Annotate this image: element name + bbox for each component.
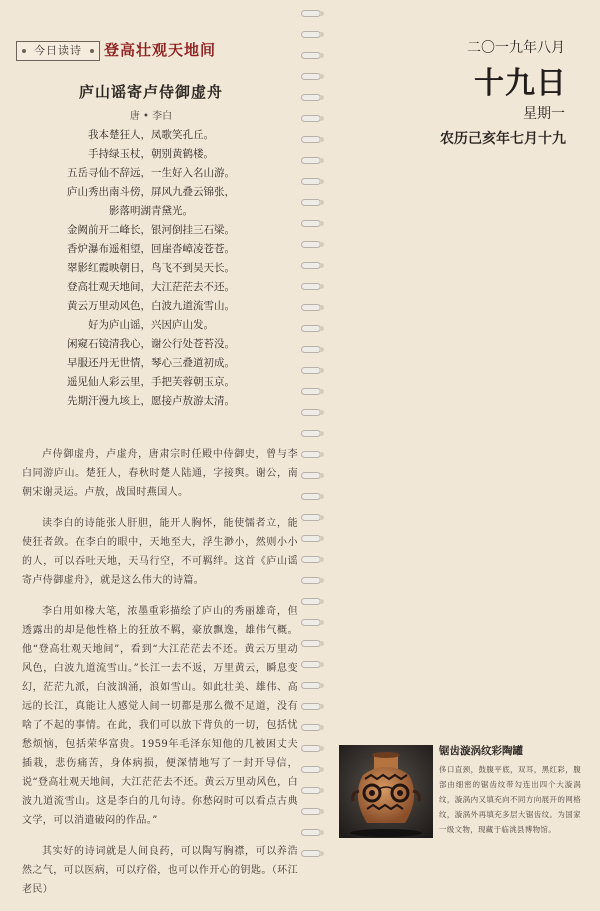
binding-ring-icon bbox=[299, 302, 325, 312]
date-year-month: 二〇一九年八月 bbox=[467, 40, 565, 56]
commentary-paragraph: 李白用如椽大笔，浓墨重彩描绘了庐山的秀丽雄奇，但透露出的却是他性格上的狂放不羁，豪放飘逸，雄伟气概。他“登高壮观天地间”，看到“大江茫茫去不还。黄云万里动风色，白波九道流雪山。”长江一去不返，万里黄云，瞬息变幻，茫茫九派，白波汹涌，浪如雪山。如此壮美、雄伟、高远的长江，真能让人感觉人间一切都是那么微不足道，没有啥了不起的事情。在此，我们可以放下背负的一切，包括忧愁烦恼，包括荣华富贵。1959年毛泽东知他的几被困丈夫插栽，悲伤痛苦，身体病损，便深情地写了一封开导信，说“登高壮观天地间，大江茫茫去不还。黄云万里动风色，白波九道流雪山。这是李白的几句诗。你愁闷时可以看点古典文学，可以消遣破闷的作品。” bbox=[22, 606, 298, 826]
date-lunar: 农历己亥年七月十九 bbox=[440, 131, 566, 147]
binding-ring-icon bbox=[299, 785, 325, 795]
poem-line: 先期汗漫九垓上，愿接卢敖游太清。 bbox=[67, 395, 235, 407]
artifact-title: 锯齿漩涡纹彩陶罐 bbox=[439, 745, 523, 757]
binding-rings bbox=[299, 0, 325, 859]
binding-ring-icon bbox=[299, 533, 325, 543]
poem-line: 闲窥石镜清我心，谢公行处苍苔没。 bbox=[67, 338, 235, 350]
binding-ring-icon bbox=[299, 554, 325, 564]
poem-author: 唐 • 李白 bbox=[129, 111, 173, 122]
poem-line: 五岳寻仙不辞远，一生好入名山游。 bbox=[67, 167, 235, 179]
binding-ring-icon bbox=[299, 806, 325, 816]
binding-ring-icon bbox=[299, 848, 325, 858]
poem-line: 金阙前开二峰长，银河倒挂三石梁。 bbox=[67, 224, 235, 236]
binding-ring-icon bbox=[299, 743, 325, 753]
binding-ring-icon bbox=[299, 764, 325, 774]
binding-ring-icon bbox=[299, 8, 325, 18]
date-day: 十九日 bbox=[474, 66, 567, 101]
poem-line: 遥见仙人彩云里，手把芙蓉朝玉京。 bbox=[67, 376, 235, 388]
binding-ring-icon bbox=[299, 428, 325, 438]
poem-line: 我本楚狂人，凤歌笑孔丘。 bbox=[88, 129, 214, 141]
binding-ring-icon bbox=[299, 449, 325, 459]
binding-ring-icon bbox=[299, 29, 325, 39]
binding-ring-icon bbox=[299, 722, 325, 732]
binding-ring-icon bbox=[299, 386, 325, 396]
poem-line: 早服还丹无世情，琴心三叠道初成。 bbox=[67, 357, 235, 369]
today-poem-label bbox=[16, 41, 100, 61]
commentary bbox=[22, 445, 298, 911]
binding-ring-icon bbox=[299, 701, 325, 711]
binding-ring-icon bbox=[299, 617, 325, 627]
binding-ring-icon bbox=[299, 659, 325, 669]
binding-ring-icon bbox=[299, 344, 325, 354]
date-weekday: 星期一 bbox=[523, 106, 565, 122]
label-dot-icon bbox=[22, 49, 26, 53]
binding-ring-icon bbox=[299, 281, 325, 291]
binding-ring-icon bbox=[299, 596, 325, 606]
binding-ring-icon bbox=[299, 512, 325, 522]
pottery-jar-icon bbox=[339, 745, 433, 838]
binding-ring-icon bbox=[299, 827, 325, 837]
binding-ring-icon bbox=[299, 134, 325, 144]
binding-ring-icon bbox=[299, 365, 325, 375]
poem-line: 黄云万里动风色，白波九道流雪山。 bbox=[67, 300, 235, 312]
poem-line: 香炉瀑布遥相望，回崖沓嶂凌苍苍。 bbox=[67, 243, 235, 255]
binding-ring-icon bbox=[299, 260, 325, 270]
binding-ring-icon bbox=[299, 323, 325, 333]
section-title: 登高壮观天地间 bbox=[104, 41, 217, 59]
binding-ring-icon bbox=[299, 470, 325, 480]
binding-ring-icon bbox=[299, 113, 325, 123]
poem-title: 庐山谣寄卢侍御虚舟 bbox=[78, 83, 223, 101]
poem-line: 登高壮观天地间，大江茫茫去不还。 bbox=[67, 281, 235, 293]
binding-ring-icon bbox=[299, 50, 325, 60]
poem-line: 翠影红霞映朝日，鸟飞不到吴天长。 bbox=[67, 262, 235, 274]
poem-line: 影落明湖青黛光。 bbox=[109, 205, 193, 217]
poem-body bbox=[28, 126, 274, 411]
label-dot-icon bbox=[90, 49, 94, 53]
today-poem-label-text: 今日读诗 bbox=[34, 44, 82, 57]
binding-ring-icon bbox=[299, 197, 325, 207]
binding-ring-icon bbox=[299, 638, 325, 648]
poem-line: 好为庐山谣，兴因庐山发。 bbox=[88, 319, 214, 331]
binding-ring-icon bbox=[299, 680, 325, 690]
binding-ring-icon bbox=[299, 407, 325, 417]
artifact-photo bbox=[339, 745, 433, 838]
binding-ring-icon bbox=[299, 92, 325, 102]
binding-ring-icon bbox=[299, 176, 325, 186]
binding-ring-icon bbox=[299, 239, 325, 249]
poem-line: 手持绿玉杖，朝别黄鹤楼。 bbox=[88, 148, 214, 160]
commentary-paragraph: 卢侍御虚舟，卢虚舟，唐肃宗时任殿中侍御史，曾与李白同游庐山。楚狂人，春秋时楚人陆通，字接舆。谢公，南朝宋谢灵运。卢敖，战国时燕国人。 bbox=[22, 449, 298, 498]
artifact-description: 侈口直颈，鼓腹平底，双耳，黑红彩，腹部由细密的锯齿纹带勾连出四个大漩涡纹，漩涡内又填充向不同方向展开的网格纹，漩涡外再填充多层大锯齿纹。为国家一级文物，现藏于临洮县博物馆。 bbox=[439, 765, 581, 834]
commentary-paragraph: 读李白的诗能张人肝胆，能开人胸怀，能使懦者立，能使狂者敛。在李白的眼中，天地至大，浮生渺小，然则小小的人，可以吞吐天地，天马行空，不可羁绊。这首《庐山谣寄卢侍御虚舟》，就是这么伟大的诗篇。 bbox=[22, 518, 298, 586]
binding-ring-icon bbox=[299, 575, 325, 585]
binding-ring-icon bbox=[299, 491, 325, 501]
binding-ring-icon bbox=[299, 71, 325, 81]
binding-ring-icon bbox=[299, 218, 325, 228]
binding-ring-icon bbox=[299, 155, 325, 165]
commentary-paragraph: 其实好的诗词就是人间良药，可以陶写胸襟，可以养浩然之气，可以医病，可以疗俗，也可以作开心的钥匙。（环江老民） bbox=[22, 846, 298, 895]
poem-line: 庐山秀出南斗傍，屏风九叠云锦张， bbox=[67, 186, 235, 198]
